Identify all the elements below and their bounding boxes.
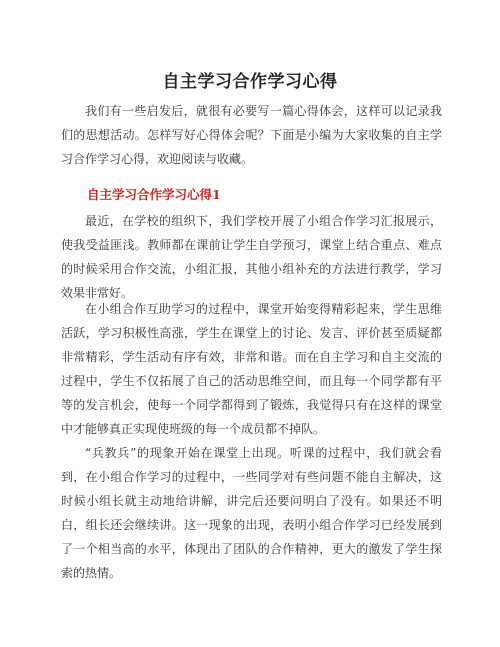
- section-heading: 自主学习合作学习心得1: [87, 187, 221, 202]
- body-paragraph-1: 最近，在学校的组织下，我们学校开展了小组合作学习汇报展示，使我受益匪浅。教师都在课前让学生自学预习，课堂上结合重点、难点的时候采用合作交流，小组汇报，其他小组补充的方法进行教学，学习效果非常好。: [61, 214, 442, 300]
- document-title: 自主学习合作学习心得: [162, 72, 338, 92]
- intro-paragraph: 我们有一些启发后，就很有必要写一篇心得体会，这样可以记录我们的思想活动。怎样写好心得体会呢？下面是小编为大家收集的自主学习合作学习心得，欢迎阅读与收藏。: [61, 104, 442, 166]
- body-paragraph-2: 在小组合作互助学习的过程中，课堂开始变得精彩起来，学生思维活跃，学习积极性高涨，学生在课堂上的讨论、发言、评价甚至质疑都非常精彩，学生活动有序有效，非常和谐。而在自主学习和自主交流的过程中，学生不仅拓展了自己的活动思维空间，而且每一个同学都有平等的发言机会，使每一个同学都得到了锻炼，我觉得只有在这样的课堂中才能够真正实现使班级的每一个成员都不掉队。: [61, 302, 442, 436]
- body-paragraph-3: “兵教兵”的现象开始在课堂上出现。听课的过程中，我们就会看到，在小组合作学习的过程中，一些同学对有些问题不能自主解决，这时候小组长就主动地给讲解，讲完后还要问明白了没有。如果还不明白，组长还会继续讲。这一现象的出现，表明小组合作学习已经发展到了一个相当高的水平，体现出了团队的合作精神，更大的激发了学生探索的热情。: [61, 446, 442, 580]
